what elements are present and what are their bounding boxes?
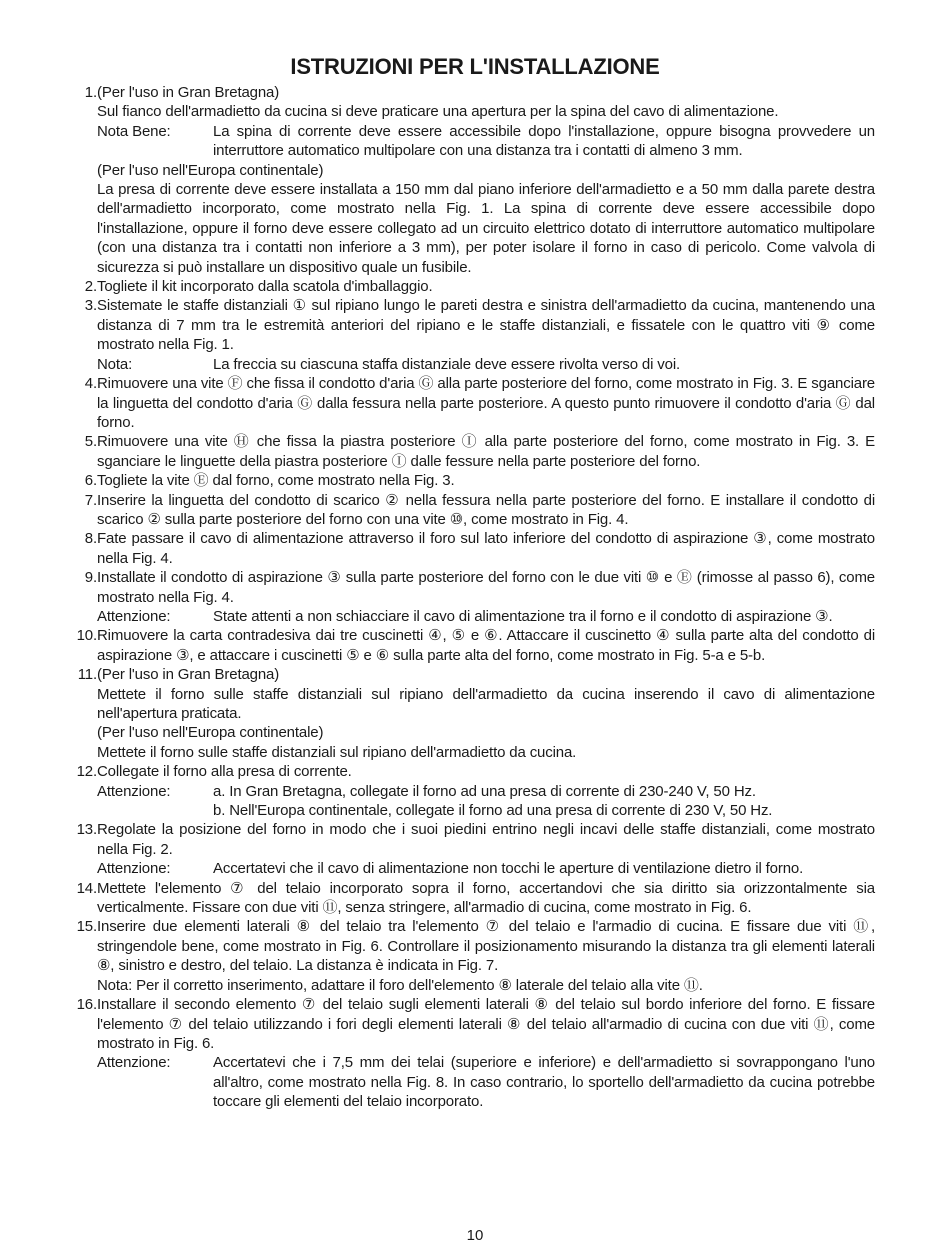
- step-note: [97, 355, 875, 374]
- note-label: Attenzione:: [97, 607, 171, 625]
- note-text: [213, 782, 875, 821]
- step-note: [97, 122, 875, 161]
- note-line: Accertatevi che i 7,5 mm dei telai (superiore e inferiore) e dell'armadietto si sovrappongano l'uno all'altro, come mostrato nella Fig. 8. In caso contrario, lo sportello dell'armadietto da cucina potrebbe toccare gli elementi del telaio incorporato.: [213, 1054, 875, 1111]
- step-number: 8.: [84, 530, 97, 548]
- note-label: Attenzione:: [97, 782, 171, 800]
- note-label: Attenzione:: [97, 860, 171, 878]
- instruction-step: [72, 568, 875, 626]
- step-body: [97, 83, 875, 277]
- step-note: [97, 859, 875, 878]
- step-paragraph: Nota: Per il corretto inserimento, adattare il foro dell'elemento ⑧ laterale del telaio alla vite ⑪.: [97, 976, 703, 994]
- note-text: [213, 607, 875, 626]
- step-number: 5.: [84, 433, 97, 451]
- step-note: [97, 607, 875, 626]
- note-line: a. In Gran Bretagna, collegate il forno ad una presa di corrente di 230-240 V, 50 Hz.: [213, 782, 756, 800]
- instruction-step: [72, 820, 875, 878]
- step-number: 7.: [84, 491, 97, 509]
- step-body: [97, 626, 875, 665]
- step-body: [97, 529, 875, 568]
- instruction-step: [72, 917, 875, 995]
- step-body: [97, 762, 875, 820]
- step-paragraph: (Per l'uso nell'Europa continentale): [97, 724, 324, 742]
- note-text: [213, 122, 875, 161]
- step-paragraph: La presa di corrente deve essere installata a 150 mm dal piano inferiore dell'armadietto e a 50 mm dalla parete destra dell'armadietto incorporato, come mostrato nella Fig. 1. La spina di corrente deve essere accessibile dopo l'installazione, oppure il forno deve essere collegato ad un circuito elettrico dotato di interruttore automatico multipolare (con una distanza tra i contatti non inferiore a 3 mm), per poter isolare il forno in caso di pericolo. Come valvola di sicurezza si può installare un dispositivo quale un fusibile.: [97, 181, 875, 276]
- note-text: [213, 1053, 875, 1111]
- instruction-step: [72, 665, 875, 762]
- note-line: b. Nell'Europa continentale, collegate il forno ad una presa di corrente di 230 V, 50 Hz.: [213, 802, 773, 820]
- step-number: 3.: [84, 297, 97, 315]
- instruction-step: [72, 432, 875, 471]
- instruction-step: [72, 296, 875, 374]
- step-body: [97, 665, 875, 762]
- step-paragraph: Togliete il kit incorporato dalla scatola d'imballaggio.: [97, 278, 433, 296]
- step-paragraph: Rimuovere la carta contradesiva dai tre cuscinetti ④, ⑤ e ⑥. Attaccare il cuscinetto ④ sulla parte alta del condotto di aspirazione ③, e attaccare i cuscinetti ⑤ e ⑥ sulla parte alta del forno, come mostrato in Fig. 5-a e 5-b.: [97, 627, 875, 664]
- page-title: ISTRUZIONI PER L'INSTALLAZIONE: [290, 54, 660, 79]
- step-number: 4.: [84, 375, 97, 393]
- note-label: Attenzione:: [97, 1054, 171, 1072]
- step-paragraph: Installare il secondo elemento ⑦ del telaio sugli elementi laterali ⑧ del telaio sul bordo inferiore del forno. E fissare l'elemento ⑦ del telaio utilizzando i fori degli elementi laterali ⑧ del telaio all'armadio di cucina con due viti ⑪, come mostrato in Fig. 6.: [97, 996, 875, 1052]
- instruction-step: [72, 529, 875, 568]
- page-number: 10: [466, 1227, 484, 1244]
- step-paragraph: (Per l'uso in Gran Bretagna): [97, 666, 280, 684]
- note-text: [213, 859, 875, 878]
- step-paragraph: Fate passare il cavo di alimentazione attraverso il foro sul lato inferiore del condotto di aspirazione ③, come mostrato nella Fig. 4.: [97, 530, 875, 567]
- step-number: 12.: [76, 763, 97, 781]
- step-body: [97, 432, 875, 471]
- note-label: Nota:: [97, 355, 133, 373]
- note-line: La spina di corrente deve essere accessibile dopo l'installazione, oppure bisogna provvedere un interruttore automatico multipolare con una distanza tra i contatti di almeno 3 mm.: [213, 122, 875, 160]
- step-body: [97, 917, 875, 995]
- step-body: [97, 491, 875, 530]
- instruction-step: [72, 995, 875, 1111]
- step-number: 14.: [76, 879, 97, 897]
- step-paragraph: Rimuovere una vite Ⓗ che fissa la piastra posteriore Ⓘ alla parte posteriore del forno, come mostrato in Fig. 3. E sganciare le linguette della piastra posteriore Ⓘ dalle fessure nella parte posteriore del forno.: [97, 433, 875, 470]
- step-body: [97, 820, 875, 878]
- step-paragraph: Rimuovere una vite Ⓕ che fissa il condotto d'aria Ⓖ alla parte posteriore del forno, come mostrato in Fig. 3. E sganciare la linguetta del condotto d'aria Ⓖ dalla fessura nella parte posteriore. A questo punto rimuovere il condotto d'aria Ⓖ dal forno.: [97, 375, 875, 431]
- step-paragraph: Collegate il forno alla presa di corrente.: [97, 763, 352, 781]
- instruction-step: [72, 491, 875, 530]
- step-number: 11.: [77, 666, 97, 684]
- step-number: 6.: [84, 472, 97, 490]
- step-paragraph: Inserire due elementi laterali ⑧ del telaio tra l'elemento ⑦ del telaio e l'armadio di cucina. E fissare due viti ⑪, stringendole bene, come mostrato in Fig. 6. Controllare il posizionamento misurando la distanza tra gli elementi laterali ⑧, sinistro e destro, del telaio. La distanza è indicata in Fig. 7.: [97, 918, 875, 975]
- instruction-step: [72, 471, 875, 490]
- instruction-step: [72, 879, 875, 918]
- step-number: 16.: [76, 996, 97, 1014]
- step-paragraph: Sistemate le staffe distanziali ① sul ripiano lungo le pareti destra e sinistra dell'armadietto da cucina, mantenendo una distanza di 7 mm tra le estremità anteriori del ripiano e le staffe distanziali, e fissatele con le quattro viti ⑨ come mostrato nella Fig. 1.: [97, 297, 875, 354]
- note-label: Nota Bene:: [97, 122, 171, 140]
- step-number: 10.: [76, 627, 97, 645]
- step-number: 9.: [84, 569, 97, 587]
- step-paragraph: Mettete l'elemento ⑦ del telaio incorporato sopra il forno, accertandovi che sia diritto sia orizzontalmente sia verticalmente. Fissare con due viti ⑪, senza stringere, all'armadio di cucina, come mostrato in Fig. 6.: [97, 879, 875, 917]
- step-body: [97, 568, 875, 626]
- instruction-step: [72, 374, 875, 432]
- instruction-list: [72, 83, 875, 1112]
- step-paragraph: Regolate la posizione del forno in modo che i suoi piedini entrino negli incavi delle staffe distanziali, come mostrato nella Fig. 2.: [97, 821, 875, 858]
- note-line: La freccia su ciascuna staffa distanziale deve essere rivolta verso di voi.: [213, 355, 681, 373]
- step-body: [97, 374, 875, 432]
- step-paragraph: (Per l'uso nell'Europa continentale): [97, 161, 324, 179]
- step-body: [97, 995, 875, 1111]
- note-text: [213, 355, 875, 374]
- step-body: [97, 277, 875, 296]
- step-number: 15.: [76, 918, 97, 936]
- step-paragraph: Sul fianco dell'armadietto da cucina si deve praticare una apertura per la spina del cavo di alimentazione.: [97, 103, 779, 121]
- step-number: 1.: [84, 84, 97, 101]
- note-line: Accertatevi che il cavo di alimentazione non tocchi le aperture di ventilazione dietro il forno.: [213, 860, 804, 878]
- step-body: [97, 296, 875, 374]
- step-paragraph: Installate il condotto di aspirazione ③ sulla parte posteriore del forno con le due viti ⑩ e Ⓔ (rimosse al passo 6), come mostrato nella Fig. 4.: [97, 569, 875, 606]
- step-paragraph: Mettete il forno sulle staffe distanziali sul ripiano dell'armadietto da cucina inserendo il cavo di alimentazione nell'apertura praticata.: [97, 685, 875, 722]
- instruction-step: [72, 626, 875, 665]
- step-note: [97, 782, 875, 821]
- step-body: [97, 879, 875, 918]
- step-note: [97, 1053, 875, 1111]
- step-number: 13.: [76, 821, 97, 839]
- step-paragraph: Inserire la linguetta del condotto di scarico ② nella fessura nella parte posteriore del forno. E installare il condotto di scarico ② sulla parte posteriore del forno con una vite ⑩, come mostrato in Fig. 4.: [97, 491, 875, 528]
- instruction-step: [72, 277, 875, 296]
- instruction-step: [72, 762, 875, 820]
- step-paragraph: Mettete il forno sulle staffe distanziali sul ripiano dell'armadietto da cucina.: [97, 743, 577, 761]
- step-number: 2.: [84, 278, 97, 296]
- step-body: [97, 471, 875, 490]
- step-paragraph: (Per l'uso in Gran Bretagna): [97, 84, 280, 101]
- note-line: State attenti a non schiacciare il cavo di alimentazione tra il forno e il condotto di aspirazione ③.: [213, 607, 833, 625]
- step-paragraph: Togliete la vite Ⓔ dal forno, come mostrato nella Fig. 3.: [97, 472, 455, 490]
- instruction-step: [72, 83, 875, 277]
